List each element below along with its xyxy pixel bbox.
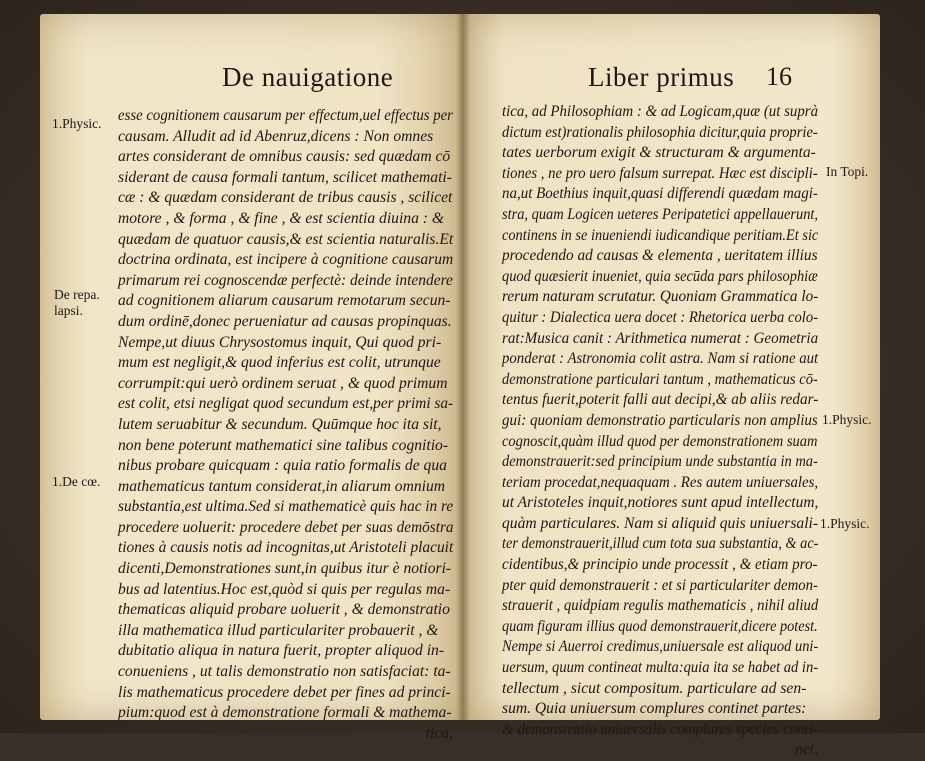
text-line: ad cognitionem aliarum causarum remotarum secun- <box>118 292 451 310</box>
text-line: uersum, quum contineat multa:quia ita se habet ad in- <box>502 659 819 677</box>
text-line: cæ : & quædam considerant de tribus causis , scilicet <box>118 189 453 207</box>
right-text-block <box>502 102 818 761</box>
text-line: pium:quod est à demonstratione formali & mathema- <box>118 704 452 722</box>
margin-note: 1.Physic. <box>52 116 102 131</box>
text-line: tates uerborum exigit & structuram & argumenta- <box>502 144 816 162</box>
text-line: quod quæsierit inueniet, quia secūda pars philosophiæ <box>502 267 818 285</box>
text-line: dubitatio aliqua in natura fuerit, propter aliquod in- <box>118 642 445 660</box>
text-line: quædam de quatuor causis,& est scientia naturalis.Et <box>118 230 454 248</box>
text-line: quàm particulares. Nam si aliquid quis uniuersali- <box>502 514 819 532</box>
text-line: ter demonstrauerit,illud cum tota sua substantia, & ac- <box>502 535 819 553</box>
catchword: tica, <box>425 724 453 742</box>
text-line: est colit, etsi negligat quod secundum est,per primi sa- <box>118 395 454 413</box>
text-line: dicenti,Demonstrationes sunt,in quibus itur è notiori- <box>118 560 452 578</box>
text-line: demonstratione particulari tantum , mathematicus cō- <box>502 370 818 388</box>
text-line: sum. Quia uniuersum complures continet partes: <box>502 700 807 718</box>
text-line: dum ordinē,donec perueniatur ad causas propinquas. <box>118 312 452 330</box>
text-line: causam. Alludit ad id Abenruz,dicens : Non omnes <box>118 127 434 145</box>
text-line: ponderat : Astronomia colit astra. Nam si ratione aut <box>502 350 819 368</box>
text-line: artes considerant de omnibus causis: sed quædam cō <box>118 148 451 166</box>
text-line: primarum rei cognoscendæ perfectè: deinde intendere <box>118 271 453 289</box>
text-line: ut Aristoteles inquit,notiores sunt apud intellectum, <box>502 494 819 512</box>
margin-note: 1.Physic. <box>822 412 872 427</box>
text-line: Nempe,ut diuus Chrysostomus inquit, Qui quod pri- <box>118 333 442 351</box>
text-line: na,ut Boethius inquit,quasi differendi quædam magi- <box>502 185 818 203</box>
text-line: conueniens , ut talis demonstratio non satisfaciat: ta- <box>118 663 451 681</box>
text-line: teriam procedat,nequaquam . Res autem uniuersales, <box>502 473 819 491</box>
margin-note: 1.Physic. <box>820 516 870 531</box>
book-gutter <box>456 14 470 720</box>
text-line: tellectum , sicut compositum. particulare ad sen- <box>502 679 807 697</box>
text-line: procedendo ad causas & elementa , ueritatem illius <box>502 247 818 265</box>
text-line: tentus fuerit,poterit falli aut decipi,& ab aliis redar- <box>502 391 819 409</box>
text-line: bus ad latentius.Hoc est,quòd si quis per regulas ma- <box>118 580 451 598</box>
text-line: illa mathematica illud particulariter probauerit , & <box>118 621 439 639</box>
text-line: tiones , ne pro uero falsum surrepat. Hæc est discipli- <box>502 164 818 182</box>
text-line: lis mathematicus procedere debet per fines ad princi- <box>118 683 451 701</box>
text-line: tica, ad Philosophiam : & ad Logicam,quæ (ut suprà <box>502 103 819 120</box>
text-line: tiones à causis notis ad incognitas,ut Aristoteli placuit <box>118 539 454 557</box>
text-line: rat:Musica canit : Arithmetica numerat : Geometria <box>502 329 819 347</box>
text-line: cidentibus,& principio unde processit , & etiam pro- <box>502 556 818 574</box>
margin-note: De repa. lapsi. <box>54 287 100 318</box>
text-line: gui: quoniam demonstratio particularis non amplius <box>502 411 818 429</box>
text-line: doctrina ordinata, est incipere à cognitione causarum <box>118 251 454 269</box>
right-running-head: Liber primus <box>588 62 735 92</box>
text-line: thematicas aliquid probare uoluerit , & demonstratio <box>118 601 450 619</box>
margin-note: 1.De cœ. <box>52 474 101 489</box>
text-line: quitur : Dialectica uera docet : Rhetorica uerba colo- <box>502 308 819 326</box>
text-line: continens in se inueniendi iudicandique peritiam.Et sic <box>502 226 819 244</box>
text-line: demonstrauerit:sed principium unde substantia in ma- <box>502 453 818 471</box>
text-line: siderant de causa formali tantum, scilicet mathemati- <box>118 168 452 186</box>
text-line: mathematicus tantum considerat,in aliarum omnium <box>118 477 446 495</box>
left-running-head: De nauigatione <box>222 62 394 92</box>
text-line: rerum naturam scrutatur. Quoniam Grammatica lo- <box>502 288 819 306</box>
text-line: corrumpit:qui uerò ordinem seruat , & quod primum <box>118 374 448 392</box>
text-line: non bene poterunt mathematici sine talibus cognitio- <box>118 436 449 454</box>
text-line: nibus probare quicquam : quia ratio formalis de qua <box>118 457 447 475</box>
left-page <box>40 14 462 742</box>
text-line: dictum est)rationalis philosophia dicitur,quia proprie- <box>502 123 818 141</box>
text-line: procedere uoluerit: procedere debet per suas demōstra <box>118 518 454 536</box>
text-line: motore , & forma , & fine , & est scientia diuina : & <box>118 209 444 227</box>
text-line: stra, quam Logicen ueteres Peripatetici appellauerunt, <box>502 205 819 223</box>
text-line: cognoscit,quàm illud quod per demonstrationem suam <box>502 432 818 450</box>
text-line: quam figuram illius quod demonstrauerit,dicere potest. <box>502 617 818 635</box>
text-line: & demonstratio uniuersalis complures species conti- <box>502 720 818 738</box>
right-page <box>462 14 880 759</box>
left-text-block <box>118 106 453 744</box>
page-number: 16 <box>766 62 792 91</box>
text-line: Nempe si Auerroi credimus,uniuersale est aliquod uni- <box>502 638 819 656</box>
text-line: lutem seruabitur & secundum. Quūmque hoc ita sit, <box>118 415 442 433</box>
text-line: substantia,est ultima.Sed si mathematicè quis hac in re <box>118 498 454 516</box>
text-line: pter quid demonstrauerit : et si particulariter demon- <box>502 576 818 594</box>
text-line: strauerit , quidpiam regulis mathematicis , nihil aliud <box>502 597 819 615</box>
margin-note: In Topi. <box>826 164 869 179</box>
catchword: net, <box>795 741 818 759</box>
text-line: mum est negligit,& quod inferius est colit, utrunque <box>118 354 441 372</box>
text-line: esse cognitionem causarum per effectum,uel effectus per <box>118 107 453 124</box>
